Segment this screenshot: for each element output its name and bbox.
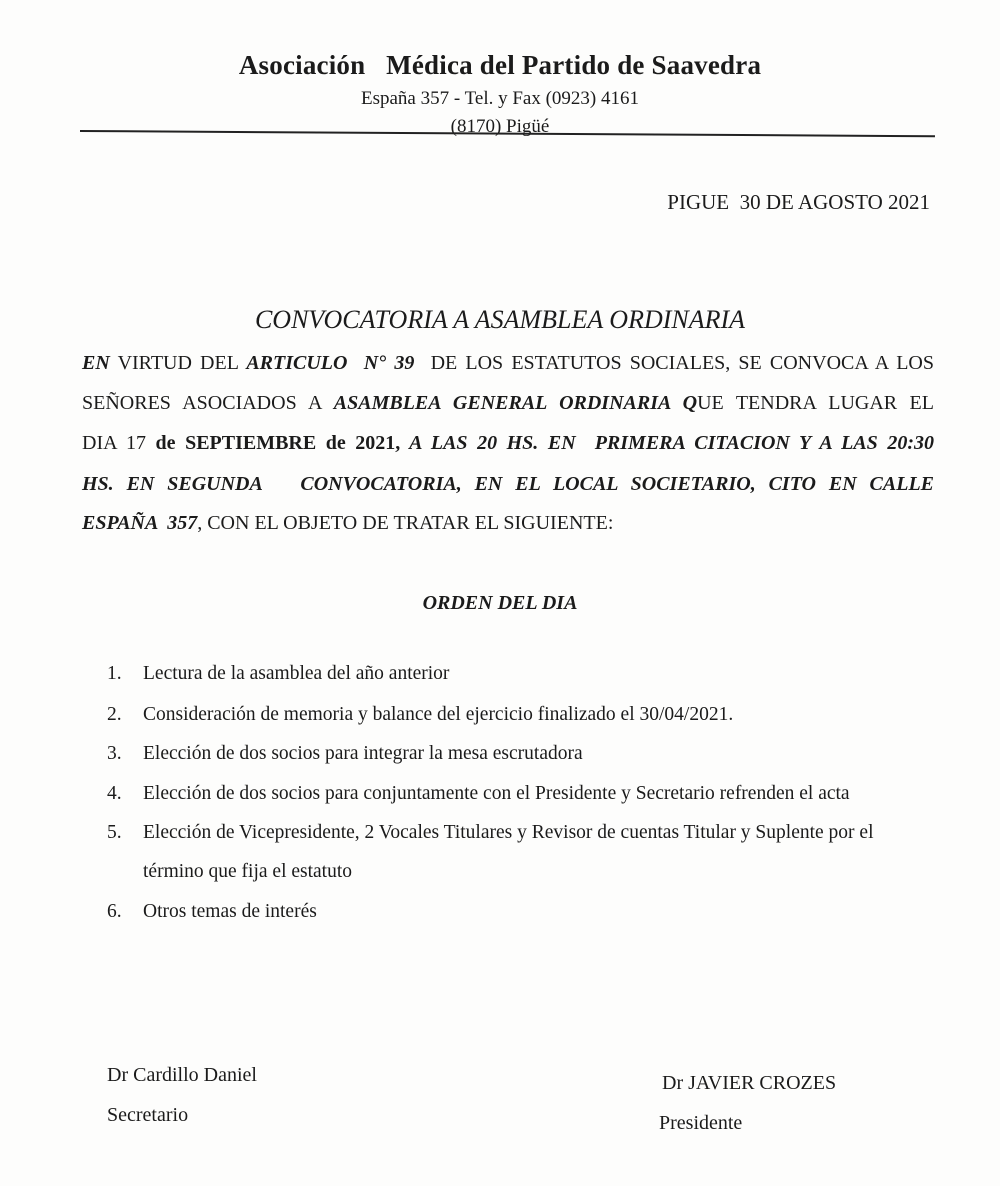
paragraph-line-4: HS. EN SEGUNDA CONVOCATORIA, EN EL LOCAL SOCIETARIO, CITO EN CALLE: [82, 473, 934, 495]
text-span: ASAMBLEA GENERAL ORDINARIA Q: [333, 392, 698, 414]
agenda-item-number: 2.: [107, 704, 122, 725]
agenda-item-text: Elección de dos socios para integrar la mesa escrutadora: [143, 743, 583, 764]
agenda-item-number: 5.: [107, 822, 122, 843]
text-span: SEÑORES ASOCIADOS A: [82, 392, 334, 414]
text-span: A LAS 20 HS. EN PRIMERA CITACION Y A LAS 20:30: [400, 432, 934, 454]
agenda-title: ORDEN DEL DIA: [422, 592, 578, 614]
organization-city: (8170) Pigüé: [450, 116, 550, 137]
organization-address: España 357 - Tel. y Fax (0923) 4161: [361, 88, 639, 109]
agenda-item-number: 1.: [107, 663, 122, 684]
paragraph-line-1: [82, 352, 934, 375]
text-span: DIA 17: [82, 432, 156, 454]
text-span: UE TENDRA LUGAR EL: [697, 392, 934, 414]
text-span: de SEPTIEMBRE de 2021,: [155, 432, 401, 454]
paragraph-line-2: [82, 392, 934, 415]
agenda-item-text: Elección de dos socios para conjuntamente con el Presidente y Secretario refrenden el acta: [143, 783, 850, 804]
document-title: CONVOCATORIA A ASAMBLEA ORDINARIA: [254, 305, 746, 334]
secretary-role: Secretario: [107, 1104, 189, 1126]
agenda-item-number: 4.: [107, 783, 122, 804]
text-span: DE LOS ESTATUTOS SOCIALES, SE CONVOCA A LOS: [414, 352, 934, 374]
paragraph-line-5: [82, 512, 934, 535]
document-date: PIGUE 30 DE AGOSTO 2021: [667, 190, 930, 214]
text-span: ARTICULO N° 39: [246, 352, 415, 374]
agenda-item-text: término que fija el estatuto: [143, 861, 353, 882]
text-span: , CON EL OBJETO DE TRATAR EL SIGUIENTE:: [197, 512, 614, 534]
agenda-item-text: Consideración de memoria y balance del ejercicio finalizado el 30/04/2021.: [143, 704, 734, 725]
agenda-item-text: Otros temas de interés: [143, 901, 317, 922]
paragraph-line-3: [82, 432, 934, 455]
agenda-item-number: 6.: [107, 901, 122, 922]
agenda-item-text: Lectura de la asamblea del año anterior: [143, 663, 450, 684]
text-span: EN: [82, 352, 110, 374]
president-name: Dr JAVIER CROZES: [662, 1072, 837, 1094]
text-span: VIRTUD DEL: [109, 352, 247, 374]
secretary-name: Dr Cardillo Daniel: [107, 1064, 257, 1086]
organization-name: Asociación Médica del Partido de Saavedra: [238, 50, 762, 80]
agenda-item-number: 3.: [107, 743, 122, 764]
president-role: Presidente: [659, 1112, 743, 1134]
agenda-item-text: Elección de Vicepresidente, 2 Vocales Titulares y Revisor de cuentas Titular y Suplente por el: [143, 822, 874, 843]
text-span: ESPAÑA 357: [82, 512, 198, 534]
